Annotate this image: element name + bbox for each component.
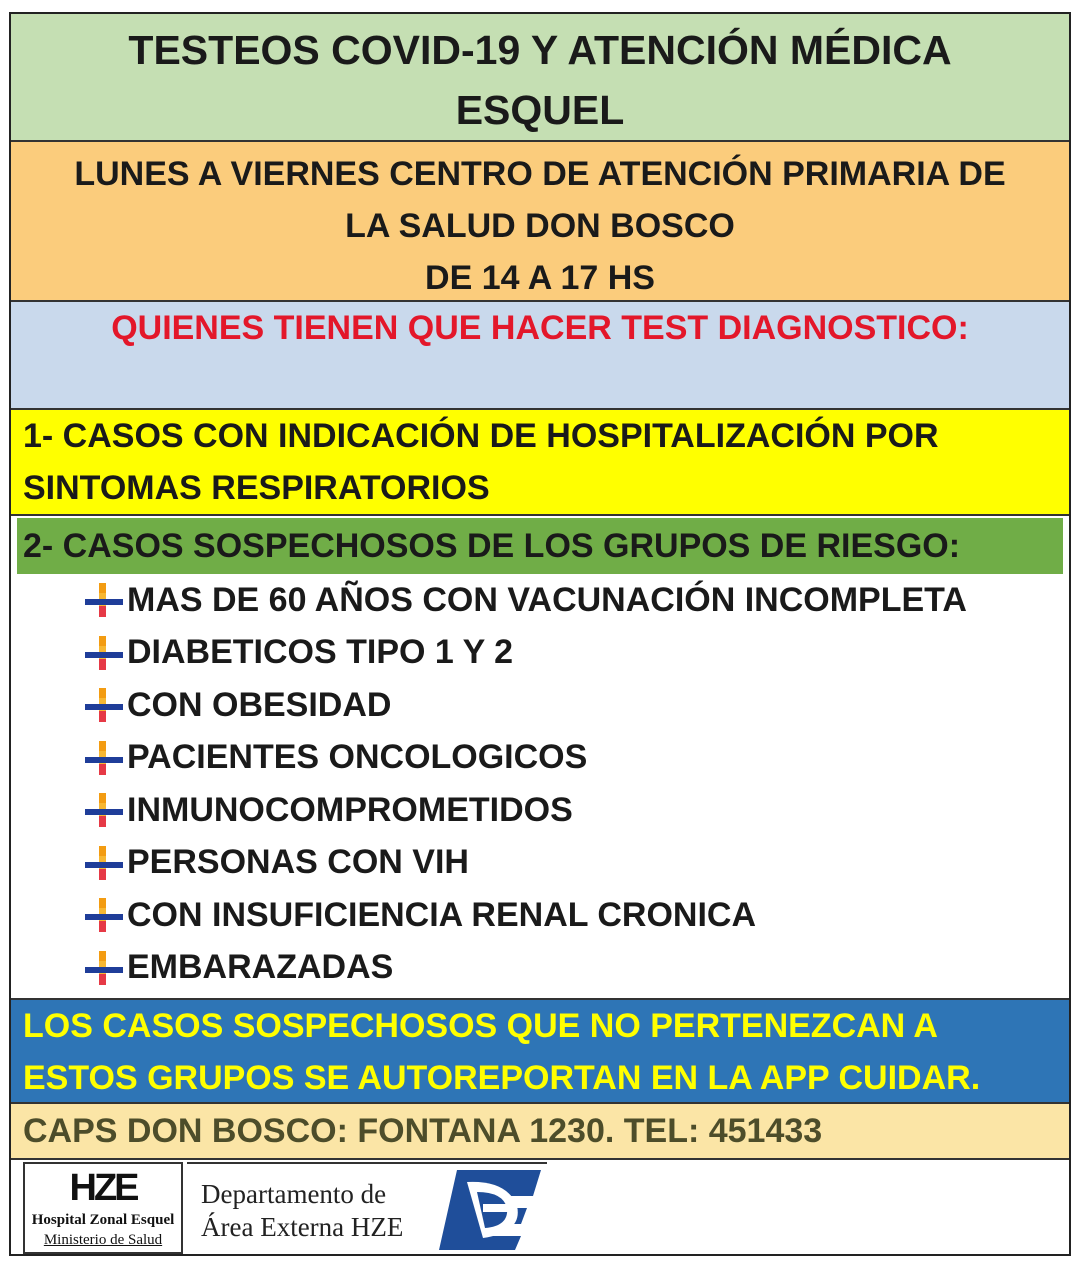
hospital-name: Hospital Zonal Esquel: [31, 1212, 175, 1228]
department-line-1: Departamento de: [201, 1179, 387, 1209]
department-name: [201, 1178, 403, 1244]
self-report-notice: [11, 998, 1069, 1104]
risk-group-list: [11, 574, 1069, 998]
footer: [11, 1160, 1069, 1256]
risk-group-label: CON OBESIDAD: [127, 685, 392, 724]
schedule-section: [11, 142, 1069, 302]
cross-bullet-icon: [83, 948, 125, 988]
question-text: QUIENES TIENEN QUE HACER TEST DIAGNOSTICO:: [111, 309, 969, 347]
self-report-line-1: LOS CASOS SOSPECHOSOS QUE NO PERTENEZCAN A: [23, 1007, 938, 1045]
list-item: [11, 574, 1069, 627]
list-item: [11, 784, 1069, 837]
ministry-name: Ministerio de Salud: [43, 1232, 163, 1248]
case-2-text: 2- CASOS SOSPECHOSOS DE LOS GRUPOS DE RIESGO:: [23, 527, 961, 565]
risk-group-label: MAS DE 60 AÑOS CON VACUNACIÓN INCOMPLETA: [127, 580, 967, 619]
risk-group-label: EMBARAZADAS: [127, 948, 394, 987]
list-item: [11, 627, 1069, 680]
title-section: [11, 14, 1069, 142]
case-2-heading: [17, 518, 1063, 574]
cross-bullet-icon: [83, 790, 125, 830]
risk-group-label: DIABETICOS TIPO 1 Y 2: [127, 633, 514, 672]
list-item: [11, 889, 1069, 942]
cross-bullet-icon: [83, 843, 125, 883]
title-line-1: TESTEOS COVID-19 Y ATENCIÓN MÉDICA: [128, 27, 952, 73]
risk-group-label: PACIENTES ONCOLOGICOS: [127, 738, 588, 777]
department-line-2: Área Externa HZE: [201, 1212, 404, 1242]
contact-info: [11, 1104, 1069, 1160]
schedule-line-1: LUNES A VIERNES CENTRO DE ATENCIÓN PRIMARIA DE: [74, 155, 1006, 193]
cross-bullet-icon: [83, 738, 125, 778]
schedule-line-3: DE 14 A 17 HS: [425, 259, 655, 297]
risk-group-label: PERSONAS CON VIH: [127, 843, 469, 882]
list-item: [11, 837, 1069, 890]
risk-group-label: INMUNOCOMPROMETIDOS: [127, 790, 573, 829]
cross-bullet-icon: [83, 685, 125, 725]
flyer: [9, 12, 1071, 1256]
list-item: [11, 942, 1069, 995]
title-line-2: ESQUEL: [455, 87, 625, 133]
cross-bullet-icon: [83, 895, 125, 935]
contact-text: CAPS DON BOSCO: FONTANA 1230. TEL: 451433: [23, 1112, 823, 1150]
department-logo-block: [187, 1162, 547, 1254]
cross-bullet-icon: [83, 580, 125, 620]
case-1-line-2: SINTOMAS RESPIRATORIOS: [23, 469, 490, 507]
hospital-logo: [23, 1162, 183, 1254]
schedule-line-2: LA SALUD DON BOSCO: [345, 207, 735, 245]
cross-bullet-icon: [83, 633, 125, 673]
self-report-line-2: ESTOS GRUPOS SE AUTOREPORTAN EN LA APP CUIDAR.: [23, 1059, 981, 1097]
list-item: [11, 679, 1069, 732]
department-ae-logo-icon: [437, 1166, 545, 1252]
hze-logo-mark: HZE: [69, 1167, 137, 1209]
risk-group-label: CON INSUFICIENCIA RENAL CRONICA: [127, 895, 757, 934]
case-1-section: [11, 410, 1069, 516]
question-heading: [11, 302, 1069, 410]
case-1-line-1: 1- CASOS CON INDICACIÓN DE HOSPITALIZACIÓN POR: [23, 417, 939, 455]
list-item: [11, 732, 1069, 785]
